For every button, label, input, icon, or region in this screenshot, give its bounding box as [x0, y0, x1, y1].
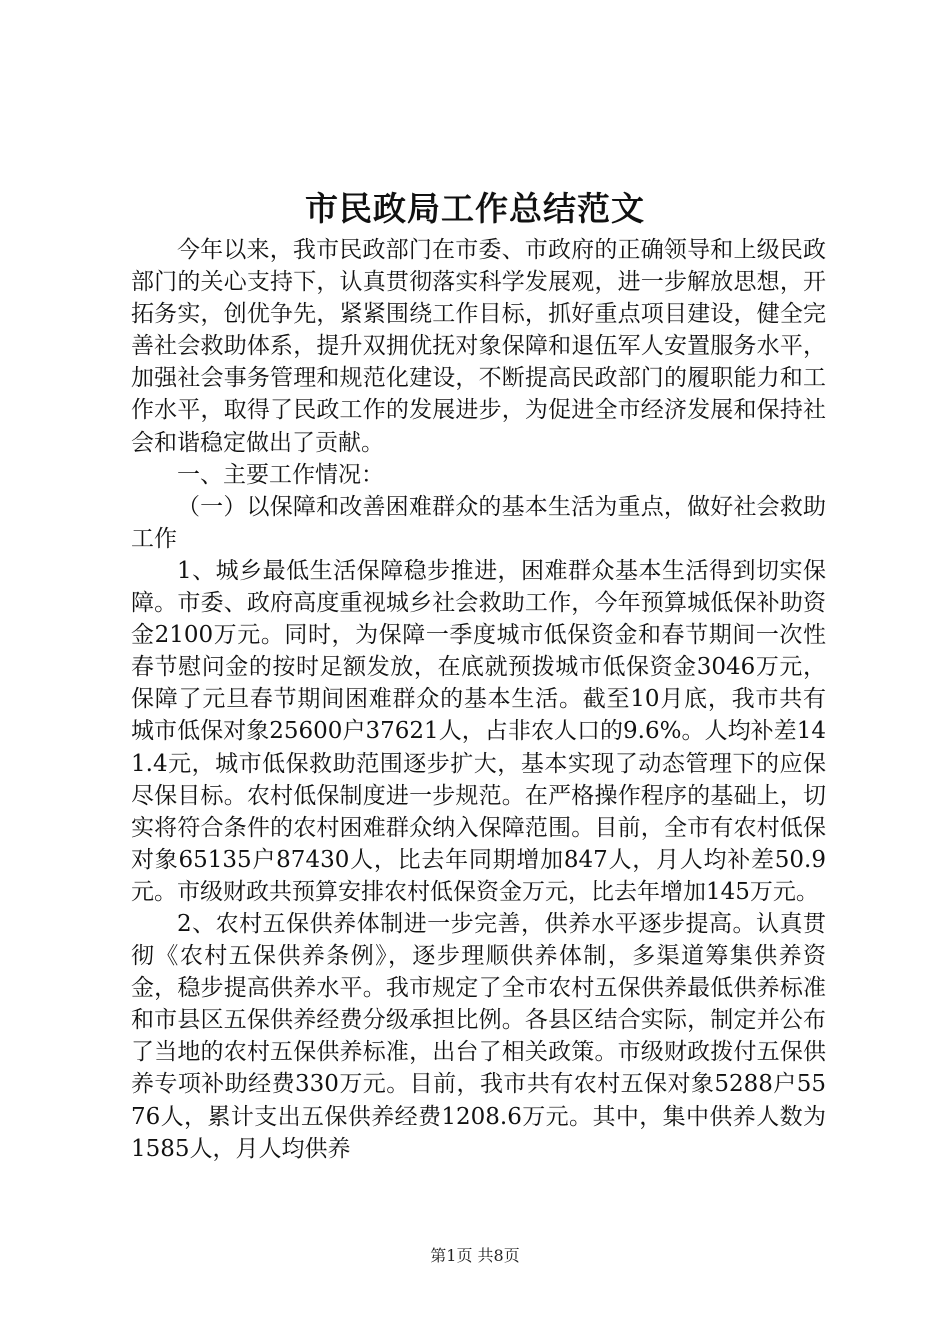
section-heading: 一、主要工作情况：	[177, 461, 384, 488]
intro-paragraph: 今年以来，我市民政部门在市委、市政府的正确领导和上级民政部门的关心支持下，认真贯彻落实科学发展观，进一步解放思想，开拓务实，创优争先，紧紧围绕工作目标，抓好重点项目建设，健全完善社会救助体系，提升双拥优抚对象保障和退伍军人安置服务水平，加强社会事务管理和规范化建设，不断提高民政部门的履职能力和工作水平，取得了民政工作的发展进步，为促进全市经济发展和保持社会和谐稳定做出了贡献。	[131, 237, 826, 456]
document-body	[131, 234, 826, 1165]
subsection-heading: （一）以保障和改善困难群众的基本生活为重点，做好社会救助工作	[131, 493, 826, 552]
body-paragraph-2: 2、农村五保供养体制进一步完善，供养水平逐步提高。认真贯彻《农村五保供养条例》，逐步理顺供养体制，多渠道筹集供养资金，稳步提高供养水平。我市规定了全市农村五保供养最低供养标准和市县区五保供养经费分级承担比例。各县区结合实际，制定并公布了当地的农村五保供养标准，出台了相关政策。市级财政拨付五保供养专项补助经费330万元。目前，我市共有农村五保对象5288户5576人，累计支出五保供养经费1208.6万元。其中，集中供养人数为1585人，月人均供养	[131, 910, 826, 1162]
document-title: 市民政局工作总结范文	[305, 189, 645, 228]
page-number-footer: 第1页 共8页	[430, 1246, 520, 1265]
body-paragraph-1: 1、城乡最低生活保障稳步推进，困难群众基本生活得到切实保障。市委、政府高度重视城乡社会救助工作，今年预算城低保补助资金2100万元。同时，为保障一季度城市低保资金和春节期间一次性春节慰问金的按时足额发放，在底就预拨城市低保资金3046万元，保障了元旦春节期间困难群众的基本生活。截至10月底，我市共有城市低保对象25600户37621人，占非农人口的9.6%。人均补差141.4元，城市低保救助范围逐步扩大，基本实现了动态管理下的应保尽保目标。农村低保制度进一步规范。在严格操作程序的基础上，切实将符合条件的农村困难群众纳入保障范围。目前，全市有农村低保对象65135户87430人，比去年同期增加847人，月人均补差50.9元。市级财政共预算安排农村低保资金万元，比去年增加145万元。	[131, 557, 826, 905]
